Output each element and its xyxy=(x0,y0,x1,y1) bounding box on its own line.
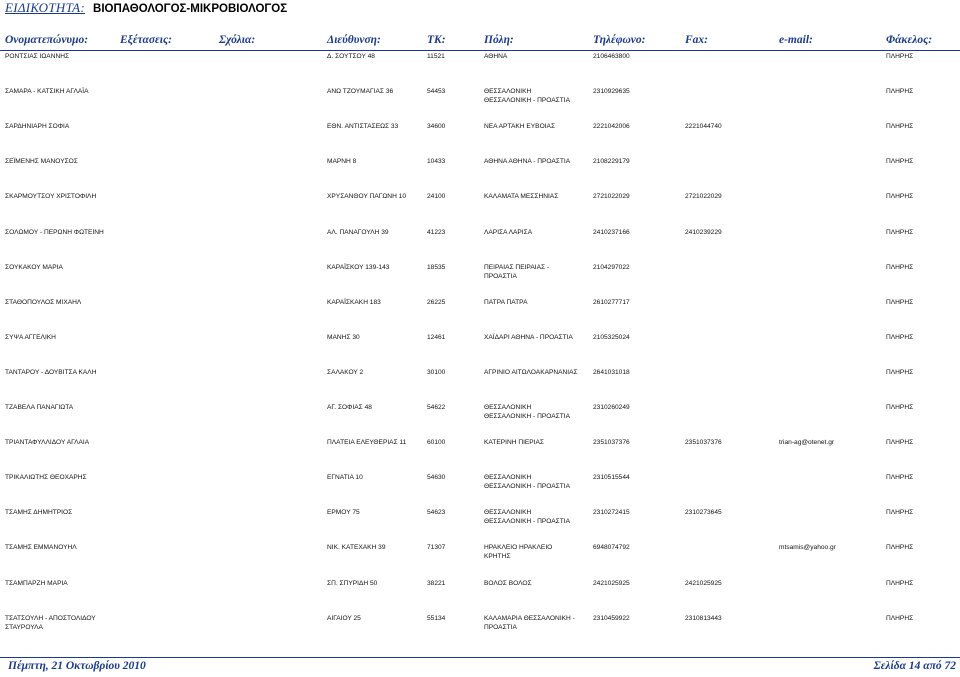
specialty-header xyxy=(5,0,287,16)
cell-phone: 2108229179 xyxy=(593,158,630,166)
cell-folder: ΠΛΗΡΗΣ xyxy=(886,404,914,411)
cell-city: ΚΑΛΑΜΑΡΙΑ ΘΕΣΣΑΛΟΝΙΚΗ - ΠΡΟΑΣΤΙΑ xyxy=(484,614,575,631)
cell-zip: 30100 xyxy=(427,368,446,376)
cell-folder: ΠΛΗΡΗΣ xyxy=(886,474,914,482)
cell-zip: 34600 xyxy=(427,123,446,131)
specialty-label: ΕΙΔΙΚΟΤΗΤΑ: xyxy=(5,0,86,15)
cell-address: ΕΡΜΟΥ 75 xyxy=(327,509,360,517)
cell-city: ΗΡΑΚΛΕΙΟ ΗΡΑΚΛΕΙΟ ΚΡΗΤΗΣ xyxy=(484,544,553,561)
cell-fax: 2410239229 xyxy=(685,228,722,236)
cell-name: ΣΟΥΚΑΚΟΥ ΜΑΡΙΑ xyxy=(5,263,63,271)
table-row xyxy=(0,228,960,262)
col-header-folder: Φάκελος: xyxy=(886,34,933,46)
cell-zip: 18535 xyxy=(427,263,446,271)
cell-name: ΤΑΝΤΑΡΟΥ - ΔΟΥΒΙΤΣΑ ΚΑΛΗ xyxy=(5,368,97,376)
cell-fax: 2721022029 xyxy=(685,193,722,201)
cell-address: Δ. ΣΟΥΤΣΟΥ 48 xyxy=(327,53,375,60)
table-row xyxy=(0,122,960,156)
cell-name: ΣΚΑΡΜΟΥΤΣΟΥ ΧΡΙΣΤΟΦΙΛΗ xyxy=(5,193,97,201)
cell-folder: ΠΛΗΡΗΣ xyxy=(886,228,914,236)
cell-address: ΠΛΑΤΕΙΑ ΕΛΕΥΘΕΡΙΑΣ 11 xyxy=(327,439,407,447)
cell-phone: 2410237166 xyxy=(593,228,630,236)
cell-name: ΤΣΑΜΗΣ ΔΗΜΗΤΡΙΟΣ xyxy=(5,509,73,517)
table-row xyxy=(0,368,960,402)
cell-address: ΜΑΝΗΣ 30 xyxy=(327,333,360,341)
cell-address: ΑΓ. ΣΟΦΙΑΣ 48 xyxy=(327,404,372,411)
cell-zip: 60100 xyxy=(427,439,446,447)
cell-name: ΤΖΑΒΕΛΑ ΠΑΝΑΓΙΩΤΑ xyxy=(5,404,74,411)
footer-date: Πέμπτη, 21 Οκτωβρίου 2010 xyxy=(8,660,146,672)
footer-divider xyxy=(0,657,960,658)
cell-zip: 55134 xyxy=(427,614,446,622)
cell-folder: ΠΛΗΡΗΣ xyxy=(886,263,914,271)
cell-folder: ΠΛΗΡΗΣ xyxy=(886,193,914,201)
table-row xyxy=(0,192,960,226)
specialty-value: ΒΙΟΠΑΘΟΛΟΓΟΣ-ΜΙΚΡΟΒΙΟΛΟΓΟΣ xyxy=(93,3,288,15)
table-row xyxy=(0,543,960,577)
cell-address: ΕΘΝ. ΑΝΤΙΣΤΑΣΕΩΣ 33 xyxy=(327,123,399,131)
footer-page-number: Σελίδα 14 από 72 xyxy=(873,660,956,672)
cell-phone: 2105325024 xyxy=(593,333,630,341)
col-header-name: Ονοματεπώνυμο: xyxy=(5,34,89,46)
cell-fax: 2351037376 xyxy=(685,439,722,447)
table-row xyxy=(0,473,960,507)
cell-folder: ΠΛΗΡΗΣ xyxy=(886,368,914,376)
cell-fax: 2221044740 xyxy=(685,123,722,131)
cell-folder: ΠΛΗΡΗΣ xyxy=(886,614,914,622)
cell-zip: 71307 xyxy=(427,544,446,552)
col-header-zip: ΤΚ: xyxy=(427,34,446,46)
cell-folder: ΠΛΗΡΗΣ xyxy=(886,298,914,306)
cell-city: ΑΘΗΝΑ ΑΘΗΝΑ - ΠΡΟΑΣΤΙΑ xyxy=(484,158,571,166)
cell-city: ΑΓΡΙΝΙΟ ΑΙΤΩΛΟΑΚΑΡΝΑΝΙΑΣ xyxy=(484,368,578,376)
cell-city: ΠΕΙΡΑΙΑΣ ΠΕΙΡΑΙΑΣ - ΠΡΟΑΣΤΙΑ xyxy=(484,263,550,280)
col-header-phone: Τηλέφωνο: xyxy=(593,34,646,46)
cell-city: ΧΑΪΔΑΡΙ ΑΘΗΝΑ - ΠΡΟΑΣΤΙΑ xyxy=(484,333,573,341)
cell-folder: ΠΛΗΡΗΣ xyxy=(886,158,914,166)
cell-city: ΚΑΛΑΜΑΤΑ ΜΕΣΣΗΝΙΑΣ xyxy=(484,193,559,201)
cell-zip: 24100 xyxy=(427,193,446,201)
cell-name: ΣΑΡΔΗΝΙΑΡΗ ΣΟΦΙΑ xyxy=(5,123,70,131)
cell-name: ΣΥΨΑ ΑΓΓΕΛΙΚΗ xyxy=(5,333,56,341)
cell-fax: 2310273645 xyxy=(685,509,722,517)
table-row xyxy=(0,52,960,86)
cell-folder: ΠΛΗΡΗΣ xyxy=(886,333,914,341)
cell-name: ΡΟΝΤΣΙΑΣ ΙΩΑΝΝΗΣ xyxy=(5,53,70,60)
cell-zip: 54630 xyxy=(427,474,446,482)
cell-address: ΝΙΚ. ΚΑΤΕΧΑΚΗ 39 xyxy=(327,544,386,552)
cell-phone: 2221042006 xyxy=(593,123,630,131)
cell-zip: 26225 xyxy=(427,298,446,306)
page-footer xyxy=(0,660,960,676)
cell-phone: 2310515544 xyxy=(593,474,630,482)
table-row xyxy=(0,403,960,437)
cell-folder: ΠΛΗΡΗΣ xyxy=(886,544,914,552)
table-row xyxy=(0,579,960,613)
cell-zip: 54623 xyxy=(427,509,446,517)
column-header-row xyxy=(0,34,960,50)
cell-email[interactable]: mtsamis@yahoo.gr xyxy=(779,544,836,552)
table-row xyxy=(0,298,960,332)
cell-city: ΘΕΣΣΑΛΟΝΙΚΗ ΘΕΣΣΑΛΟΝΙΚΗ - ΠΡΟΑΣΤΙΑ xyxy=(484,474,570,491)
cell-fax: 2421025925 xyxy=(685,579,722,587)
cell-address: ΑΙΓΑΙΟΥ 25 xyxy=(327,614,361,622)
cell-phone: 2610277717 xyxy=(593,298,630,306)
table-row xyxy=(0,438,960,472)
col-header-address: Διεύθυνση: xyxy=(327,34,381,46)
cell-city: ΚΑΤΕΡΙΝΗ ΠΙΕΡΙΑΣ xyxy=(484,439,545,447)
cell-zip: 38221 xyxy=(427,579,446,587)
col-header-email: e-mail: xyxy=(779,34,813,46)
cell-email[interactable]: trian-ag@otenet.gr xyxy=(779,439,835,447)
col-header-schools: Σχόλια: xyxy=(219,34,256,46)
cell-name: ΣΑΜΑΡΑ - ΚΑΤΣΙΚΗ ΑΓΛΑΪΑ xyxy=(5,88,89,96)
cell-city: ΝΕΑ ΑΡΤΑΚΗ ΕΥΒΟΙΑΣ xyxy=(484,123,556,131)
cell-zip: 54622 xyxy=(427,404,446,411)
cell-phone: 2641031018 xyxy=(593,368,630,376)
cell-name: ΣΕΪΜΕΝΗΣ ΜΑΝΟΥΣΟΣ xyxy=(5,158,78,166)
cell-folder: ΠΛΗΡΗΣ xyxy=(886,439,914,447)
cell-address: ΑΛ. ΠΑΝΑΓΟΥΛΗ 39 xyxy=(327,228,389,236)
table-row xyxy=(0,333,960,367)
cell-name: ΤΣΑΜΗΣ ΕΜΜΑΝΟΥΗΛ xyxy=(5,544,77,552)
cell-phone: 2310272415 xyxy=(593,509,630,517)
cell-zip: 10433 xyxy=(427,158,446,166)
cell-name: ΣΟΛΩΜΟΥ - ΠΕΡΩΝΗ ΦΩΤΕΙΝΗ xyxy=(5,228,104,236)
cell-zip: 54453 xyxy=(427,88,446,96)
cell-city: ΘΕΣΣΑΛΟΝΙΚΗ ΘΕΣΣΑΛΟΝΙΚΗ - ΠΡΟΑΣΤΙΑ xyxy=(484,509,570,526)
cell-folder: ΠΛΗΡΗΣ xyxy=(886,123,914,131)
cell-zip: 12461 xyxy=(427,333,446,341)
cell-city: ΘΕΣΣΑΛΟΝΙΚΗ ΘΕΣΣΑΛΟΝΙΚΗ - ΠΡΟΑΣΤΙΑ xyxy=(484,88,570,105)
cell-city: ΛΑΡΙΣΑ ΛΑΡΙΣΑ xyxy=(484,228,533,236)
cell-name: ΤΣΑΤΣΟΥΛΗ - ΑΠΟΣΤΟΛΙΔΟΥ ΣΤΑΥΡΟΥΛΑ xyxy=(5,614,96,631)
cell-name: ΤΣΑΜΠΑΡΖΗ ΜΑΡΙΑ xyxy=(5,579,68,587)
cell-phone: 2310459922 xyxy=(593,614,630,622)
cell-name: ΤΡΙΑΝΤΑΦΥΛΛΙΔΟΥ ΑΓΛΑΙΑ xyxy=(5,439,90,447)
cell-address: ΑΝΩ ΤΖΟΥΜΑΓΙΑΣ 36 xyxy=(327,88,394,96)
table-row xyxy=(0,263,960,297)
cell-phone: 2421025925 xyxy=(593,579,630,587)
cell-address: ΣΑΛΑΚΟΥ 2 xyxy=(327,368,364,376)
cell-phone: 2310260249 xyxy=(593,404,630,411)
cell-address: ΚΑΡΑΪΣΚΟΥ 139-143 xyxy=(327,263,390,271)
cell-city: ΑΘΗΝΑ xyxy=(484,53,508,60)
table-row xyxy=(0,87,960,121)
cell-phone: 6948074792 xyxy=(593,544,630,552)
col-header-fax: Fax: xyxy=(685,34,708,46)
header-divider xyxy=(0,50,960,51)
cell-city: ΘΕΣΣΑΛΟΝΙΚΗ ΘΕΣΣΑΛΟΝΙΚΗ - ΠΡΟΑΣΤΙΑ xyxy=(484,404,570,420)
col-header-city: Πόλη: xyxy=(484,34,514,46)
cell-zip: 41223 xyxy=(427,228,446,236)
cell-phone: 2104297022 xyxy=(593,263,630,271)
cell-city: ΠΑΤΡΑ ΠΑΤΡΑ xyxy=(484,298,528,306)
cell-folder: ΠΛΗΡΗΣ xyxy=(886,509,914,517)
cell-phone: 2721022029 xyxy=(593,193,630,201)
col-header-exams: Εξέτασεις: xyxy=(120,34,172,46)
table-row xyxy=(0,614,960,648)
cell-address: ΣΠ. ΣΠΥΡΙΔΗ 50 xyxy=(327,579,378,587)
cell-phone: 2310929635 xyxy=(593,88,630,96)
cell-phone: 2351037376 xyxy=(593,439,630,447)
table-row xyxy=(0,157,960,191)
cell-address: ΚΑΡΑΪΣΚΑΚΗ 183 xyxy=(327,298,381,306)
cell-address: ΕΓΝΑΤΙΑ 10 xyxy=(327,474,363,482)
cell-folder: ΠΛΗΡΗΣ xyxy=(886,88,914,96)
cell-address: ΧΡΥΣΑΝΘΟΥ ΠΑΓΩΝΗ 10 xyxy=(327,193,406,201)
cell-city: ΒΟΛΟΣ ΒΟΛΟΣ xyxy=(484,579,532,587)
cell-zip: 11521 xyxy=(427,53,445,60)
cell-phone: 2106463800 xyxy=(593,53,630,60)
cell-folder: ΠΛΗΡΗΣ xyxy=(886,53,914,60)
table-row xyxy=(0,508,960,542)
cell-folder: ΠΛΗΡΗΣ xyxy=(886,579,914,587)
cell-name: ΤΡΙΚΑΛΙΩΤΗΣ ΘΕΟΧΑΡΗΣ xyxy=(5,474,87,482)
cell-fax: 2310813443 xyxy=(685,614,722,622)
cell-address: ΜΑΡΝΗ 8 xyxy=(327,158,357,166)
cell-name: ΣΤΑΘΟΠΟΥΛΟΣ ΜΙΧΑΗΛ xyxy=(5,298,82,306)
